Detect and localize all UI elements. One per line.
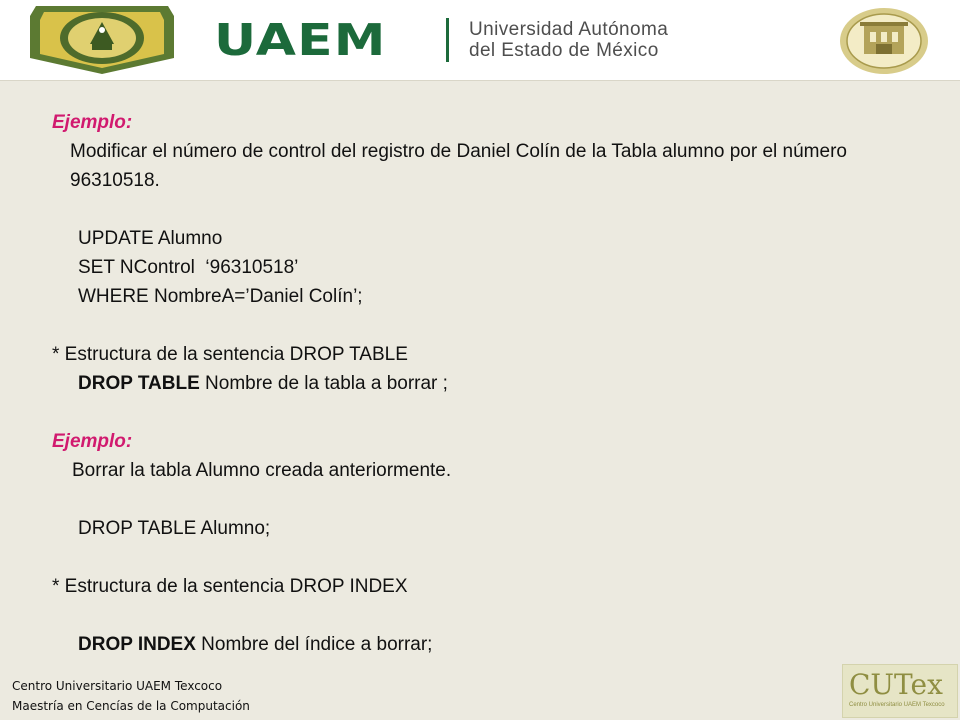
cutex-title: CUTex (849, 668, 943, 701)
syntax-keyword: DROP TABLE (78, 373, 200, 394)
example-label: Ejemplo: (52, 431, 133, 452)
section-heading-drop-index: * Estructura de la sentencia DROP INDEX (52, 576, 408, 597)
code-line: DROP TABLE Alumno; (78, 518, 271, 539)
footer-line-2: Maestría en Cencías de la Computación (12, 699, 250, 713)
code-line: SET NControl ‘96310518’ (78, 257, 299, 278)
syntax-drop-table (52, 369, 922, 398)
slide-footer (12, 676, 250, 716)
code-line: UPDATE Alumno (78, 228, 223, 249)
cutex-subtitle: Centro Universitario UAEM Texcoco (849, 702, 945, 708)
spacer (52, 398, 922, 427)
university-seal-icon (22, 2, 182, 76)
brand-mark: UAEM (214, 14, 387, 66)
example-description: Borrar la tabla Alumno creada anteriormente. (72, 460, 452, 481)
code-line: WHERE NombreA=’Daniel Colín’; (78, 286, 363, 307)
spacer (52, 195, 922, 224)
spacer (52, 485, 922, 514)
syntax-drop-index (52, 630, 922, 659)
spacer (52, 601, 922, 630)
example-description: Modificar el número de control del registro de Daniel Colín de la Tabla alumno por el número 96310518. (70, 141, 847, 191)
cutex-logo (842, 664, 958, 718)
brand-name-line-2: del Estado de México (469, 40, 659, 61)
syntax-text: Nombre de la tabla a borrar ; (199, 373, 448, 394)
brand-name (469, 19, 668, 61)
footer-line-1: Centro Universitario UAEM Texcoco (12, 679, 223, 693)
section-heading-drop-table: * Estructura de la sentencia DROP TABLE (52, 344, 408, 365)
spacer (52, 311, 922, 340)
brand-logo (214, 10, 668, 70)
example-label: Ejemplo: (52, 112, 133, 133)
syntax-keyword: DROP INDEX (78, 634, 196, 655)
building-seal-icon (836, 6, 932, 76)
slide-content (52, 108, 922, 659)
slide-header (0, 0, 960, 81)
syntax-text: Nombre del índice a borrar; (195, 634, 433, 655)
brand-name-line-1: Universidad Autónoma (469, 19, 669, 40)
spacer (52, 543, 922, 572)
